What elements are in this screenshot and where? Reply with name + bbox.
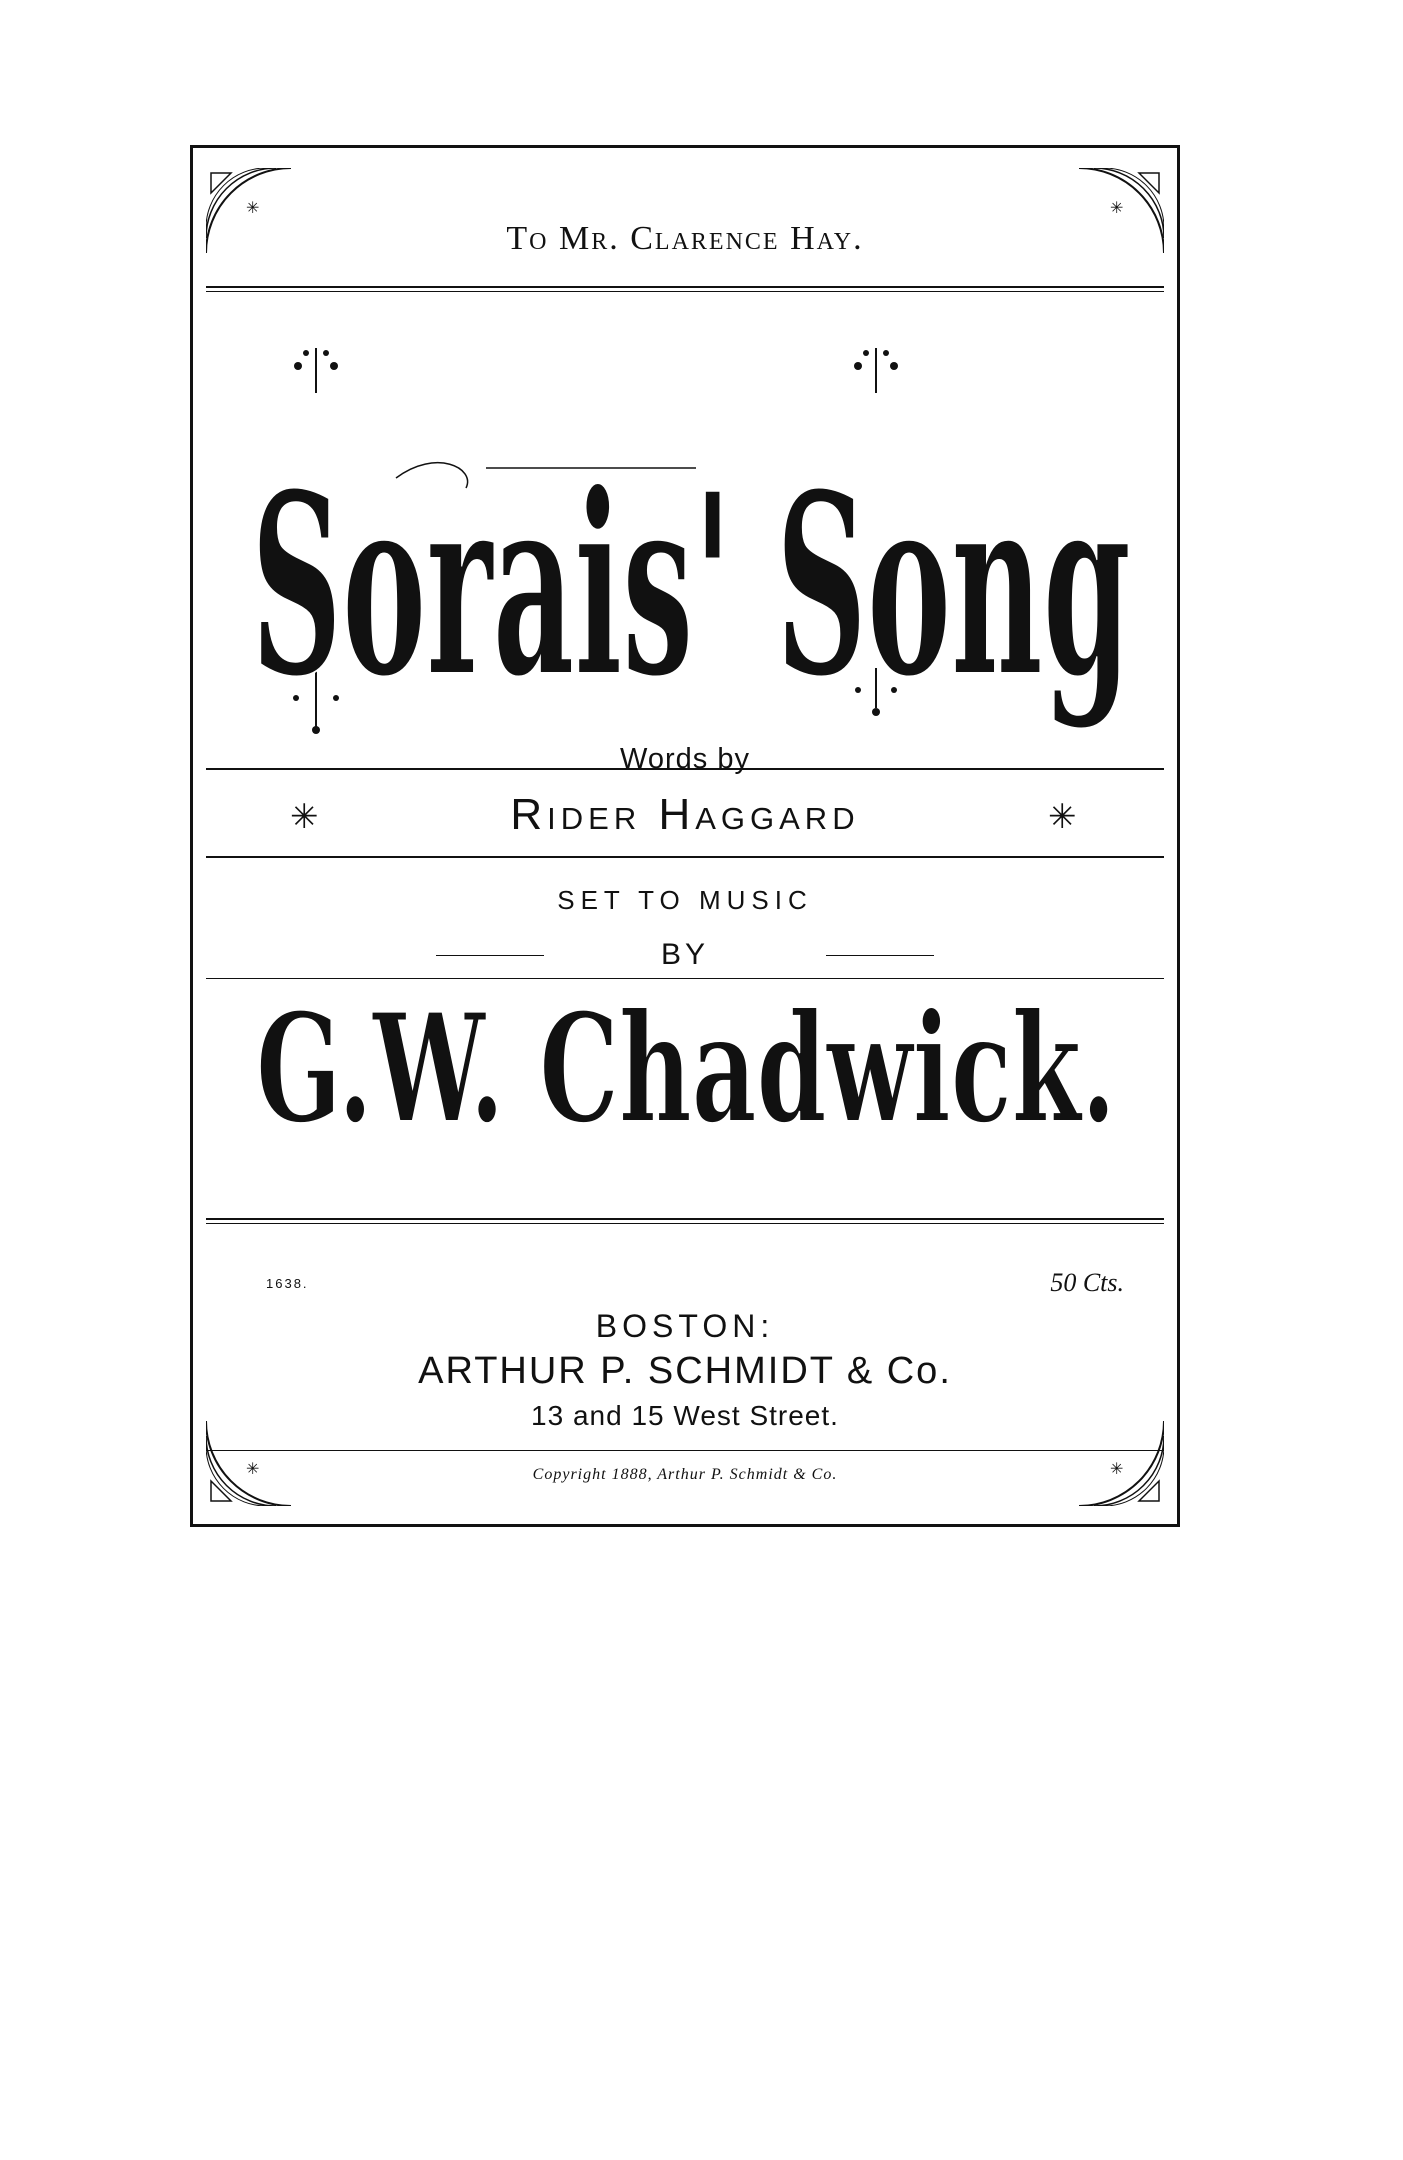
divider-rule xyxy=(206,856,1164,858)
svg-text:✳: ✳ xyxy=(246,200,260,217)
lyricist-name: Rider Haggard xyxy=(510,790,860,839)
cover-frame xyxy=(190,145,1180,1527)
svg-text:✳: ✳ xyxy=(1110,200,1124,217)
composer-artwork xyxy=(246,1003,1126,1133)
price: 50 Cts. xyxy=(1050,1268,1124,1297)
title-artwork xyxy=(236,338,1146,738)
divider-rule xyxy=(436,955,544,956)
svg-text:✳: ✳ xyxy=(290,799,319,836)
plate-number: 1638. xyxy=(266,1276,309,1291)
publisher-city: BOSTON: xyxy=(595,1308,775,1344)
divider-rule xyxy=(206,978,1164,979)
divider-rule xyxy=(206,286,1164,292)
words-by-label: Words by xyxy=(620,743,750,775)
composer-name: G.W. Chadwick. xyxy=(256,1003,1116,1133)
divider-rule xyxy=(826,955,934,956)
svg-text:✳: ✳ xyxy=(246,1461,260,1478)
cover-inner xyxy=(206,168,1164,1506)
svg-text:✳: ✳ xyxy=(1110,1461,1124,1478)
divider-rule xyxy=(206,1218,1164,1224)
by-label: BY xyxy=(660,938,710,971)
song-title: Sorais' Song xyxy=(251,438,1131,732)
dedication: To Mr. Clarence Hay. xyxy=(506,220,864,257)
copyright-notice: Copyright 1888, Arthur P. Schmidt & Co. xyxy=(532,1466,838,1483)
svg-text:✳: ✳ xyxy=(1048,799,1077,836)
publisher-name: ARTHUR P. SCHMIDT & Co. xyxy=(418,1350,952,1392)
publisher-address: 13 and 15 West Street. xyxy=(531,1400,839,1431)
set-to-music-label: SET TO MUSIC xyxy=(557,885,813,915)
divider-rule xyxy=(206,1450,1164,1451)
